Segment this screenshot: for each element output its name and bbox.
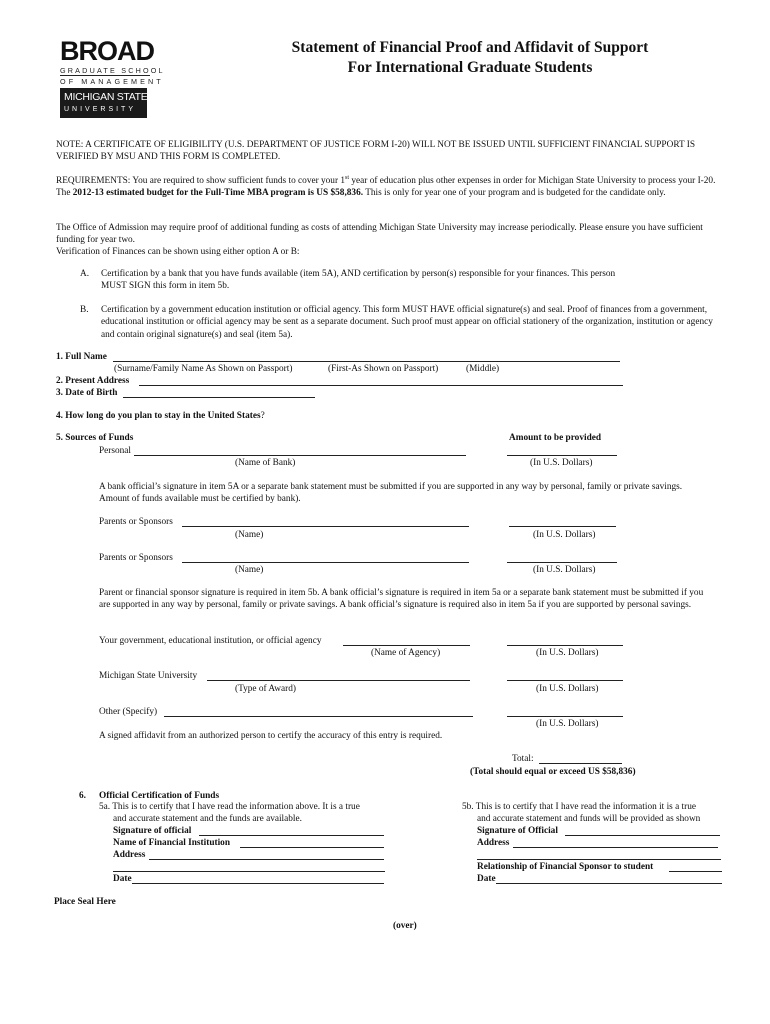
parents-amount-field-2[interactable]: [507, 562, 617, 563]
cert-5a-signature-field[interactable]: [199, 835, 384, 836]
note-paragraph: NOTE: A CERTIFICATE OF ELIGIBILITY (U.S. DEPARTMENT OF JUSTICE FORM I-20) WILL NOT BE ISSUED UNTIL SUFFICIENT FINANCIAL SUPPORT IS VERIFIED BY MSU AND THIS FORM IS COMPLETED.: [56, 140, 696, 163]
other-usd-caption: (In U.S. Dollars): [536, 719, 599, 729]
name-of-agency-caption: (Name of Agency): [371, 648, 441, 658]
cert-5b-date-field[interactable]: [496, 883, 722, 884]
first-name-caption: (First-As Shown on Passport): [328, 364, 439, 374]
sponsor-signature-paragraph: Parent or financial sponsor signature is required in item 5b. A bank official’s signature is required in item 5a or a separate bank statement must be submitted if you are supported in any way by personal, family or private savings. A bank official’s signature is required also in item 5a if you are supported by personal savings.: [99, 588, 704, 611]
cert-5a-institution-label: Name of Financial Institution: [113, 838, 230, 848]
government-amount-field[interactable]: [507, 645, 623, 646]
msu-usd-caption: (In U.S. Dollars): [536, 684, 599, 694]
cert-5a-signature-label: Signature of official: [113, 826, 192, 836]
cert-5b-date-label: Date: [477, 874, 496, 884]
personal-usd-caption: (In U.S. Dollars): [530, 458, 593, 468]
government-usd-caption: (In U.S. Dollars): [536, 648, 599, 658]
stay-question-mark: ?: [260, 411, 265, 421]
requirements-text-2: year of education plus other expenses in order for Michigan State University to process your I-20. The: [56, 176, 716, 199]
other-specify-label: Other (Specify): [99, 707, 158, 717]
cert-5a-address-label: Address: [113, 850, 146, 860]
msu-logo-block: [60, 88, 147, 118]
stay-question: [56, 410, 265, 422]
msu-label: Michigan State University: [99, 671, 198, 681]
personal-label: Personal: [99, 446, 132, 456]
total-label: Total:: [512, 754, 534, 764]
parents-amount-field-1[interactable]: [509, 526, 616, 527]
full-name-field[interactable]: [113, 361, 620, 362]
page-title: Statement of Financial Proof and Affidavit of Support: [291, 39, 649, 56]
requirements-budget: 2012-13 estimated budget for the Full-Time MBA program is US $58,836.: [72, 188, 364, 199]
over-marker: (over): [393, 921, 417, 931]
logo-university: UNIVERSITY: [64, 106, 137, 113]
verification-line: Verification of Finances can be shown using either option A or B:: [56, 247, 300, 257]
cert-5b-line2: and accurate statement and funds will be provided as shown: [477, 814, 701, 824]
cert-5b-signature-field[interactable]: [565, 835, 720, 836]
personal-amount-field[interactable]: [507, 455, 617, 456]
name-caption-2: (Name): [235, 565, 264, 575]
msu-award-field[interactable]: [207, 680, 470, 681]
affidavit-line: A signed affidavit from an authorized person to certify the accuracy of this entry is required.: [99, 731, 443, 741]
total-note: (Total should equal or exceed US $58,836): [470, 767, 636, 777]
certification-heading: Official Certification of Funds: [99, 791, 220, 801]
broad-logo-wordmark: BROAD: [60, 36, 154, 66]
logo-divider: [60, 75, 150, 76]
cert-5a-institution-field[interactable]: [240, 847, 384, 848]
requirements-text-3: This is only for year one of your program and is budgeted for the candidate only.: [363, 188, 666, 199]
requirements-superscript: st: [345, 174, 350, 181]
personal-bank-field[interactable]: [134, 455, 466, 456]
cert-5b-relationship-field[interactable]: [669, 871, 722, 872]
name-caption-1: (Name): [235, 530, 264, 540]
stay-label: 4. How long do you plan to stay in the United States: [56, 411, 261, 421]
admission-paragraph: The Office of Admission may require proof of additional funding as costs of attending Michigan State University may increase periodically. Please ensure you have sufficient funding for year two.: [56, 223, 703, 246]
parents-usd-caption-2: (In U.S. Dollars): [533, 565, 596, 575]
cert-5b-signature-label: Signature of Official: [477, 826, 558, 836]
option-b-letter: B.: [80, 305, 89, 315]
present-address-field[interactable]: [139, 385, 623, 386]
cert-5a-date-label: Date: [113, 874, 132, 884]
government-label: Your government, educational institution, or official agency: [99, 636, 322, 646]
requirements-text-1: REQUIREMENTS: You are required to show sufficient funds to cover your 1: [56, 176, 346, 186]
parents-sponsors-label-2: Parents or Sponsors: [99, 553, 173, 563]
amount-heading: Amount to be provided: [509, 433, 602, 443]
cert-5b-address-field[interactable]: [513, 847, 718, 848]
type-of-award-caption: (Type of Award): [235, 684, 296, 694]
option-a-letter: A.: [80, 269, 90, 279]
total-field[interactable]: [539, 763, 622, 764]
parents-sponsors-field-2[interactable]: [182, 562, 469, 563]
bank-signature-paragraph: A bank official’s signature in item 5A or a separate bank statement must be submitted if you are supported in any way by personal, family or private savings. Amount of funds available must be certified by bank).: [99, 482, 683, 505]
cert-5b-address-label: Address: [477, 838, 510, 848]
parents-usd-caption-1: (In U.S. Dollars): [533, 530, 596, 540]
parents-sponsors-field-1[interactable]: [182, 526, 469, 527]
full-name-label: 1. Full Name: [56, 352, 107, 362]
other-amount-field[interactable]: [507, 716, 623, 717]
logo-michigan-state: MICHIGAN STATE: [64, 91, 148, 103]
parents-sponsors-label-1: Parents or Sponsors: [99, 517, 173, 527]
msu-amount-field[interactable]: [507, 680, 623, 681]
middle-name-caption: (Middle): [466, 364, 500, 374]
cert-5b-relationship-label: Relationship of Financial Sponsor to student: [477, 862, 654, 872]
cert-5a-line1: 5a. This is to certify that I have read the information above. It is a true: [99, 802, 360, 812]
date-of-birth-field[interactable]: [123, 397, 315, 398]
page-subtitle: For International Graduate Students: [347, 59, 593, 76]
sources-of-funds-heading: 5. Sources of Funds: [56, 433, 134, 443]
cert-5b-line1: 5b. This is to certify that I have read the information it is a true: [462, 802, 696, 812]
cert-5a-address-field-2[interactable]: [113, 871, 385, 872]
date-of-birth-label: 3. Date of Birth: [56, 388, 118, 398]
surname-caption: (Surname/Family Name As Shown on Passport): [114, 364, 293, 374]
present-address-label: 2. Present Address: [56, 376, 130, 386]
place-seal-here: Place Seal Here: [54, 897, 116, 907]
cert-5a-address-field[interactable]: [149, 859, 384, 860]
cert-5b-address-field-2[interactable]: [477, 859, 721, 860]
logo-of-management: OF MANAGEMENT: [60, 77, 164, 86]
other-specify-field[interactable]: [164, 716, 473, 717]
logo-graduate-school: GRADUATE SCHOOL: [60, 66, 165, 75]
cert-5a-date-field[interactable]: [132, 883, 384, 884]
option-b-text: Certification by a government education institution or official agency. This form MUST HAVE official signature(s) and seal. Proof of finances from a government, educational institution or official agency may be sent as a separate document. Such proof must appear on official stationery of the organization, institution or agency and contain original signature(s) and seal (item 5a).: [101, 305, 713, 340]
government-field[interactable]: [343, 645, 470, 646]
certification-number: 6.: [79, 791, 86, 801]
cert-5a-line2: and accurate statement and the funds are available.: [113, 814, 302, 824]
name-of-bank-caption: (Name of Bank): [235, 458, 296, 468]
requirements-paragraph: [56, 175, 716, 200]
option-a-text: Certification by a bank that you have funds available (item 5A), AND certification by person(s) responsible for your finances. This person MUST SIGN this form in item 5b.: [101, 269, 616, 292]
